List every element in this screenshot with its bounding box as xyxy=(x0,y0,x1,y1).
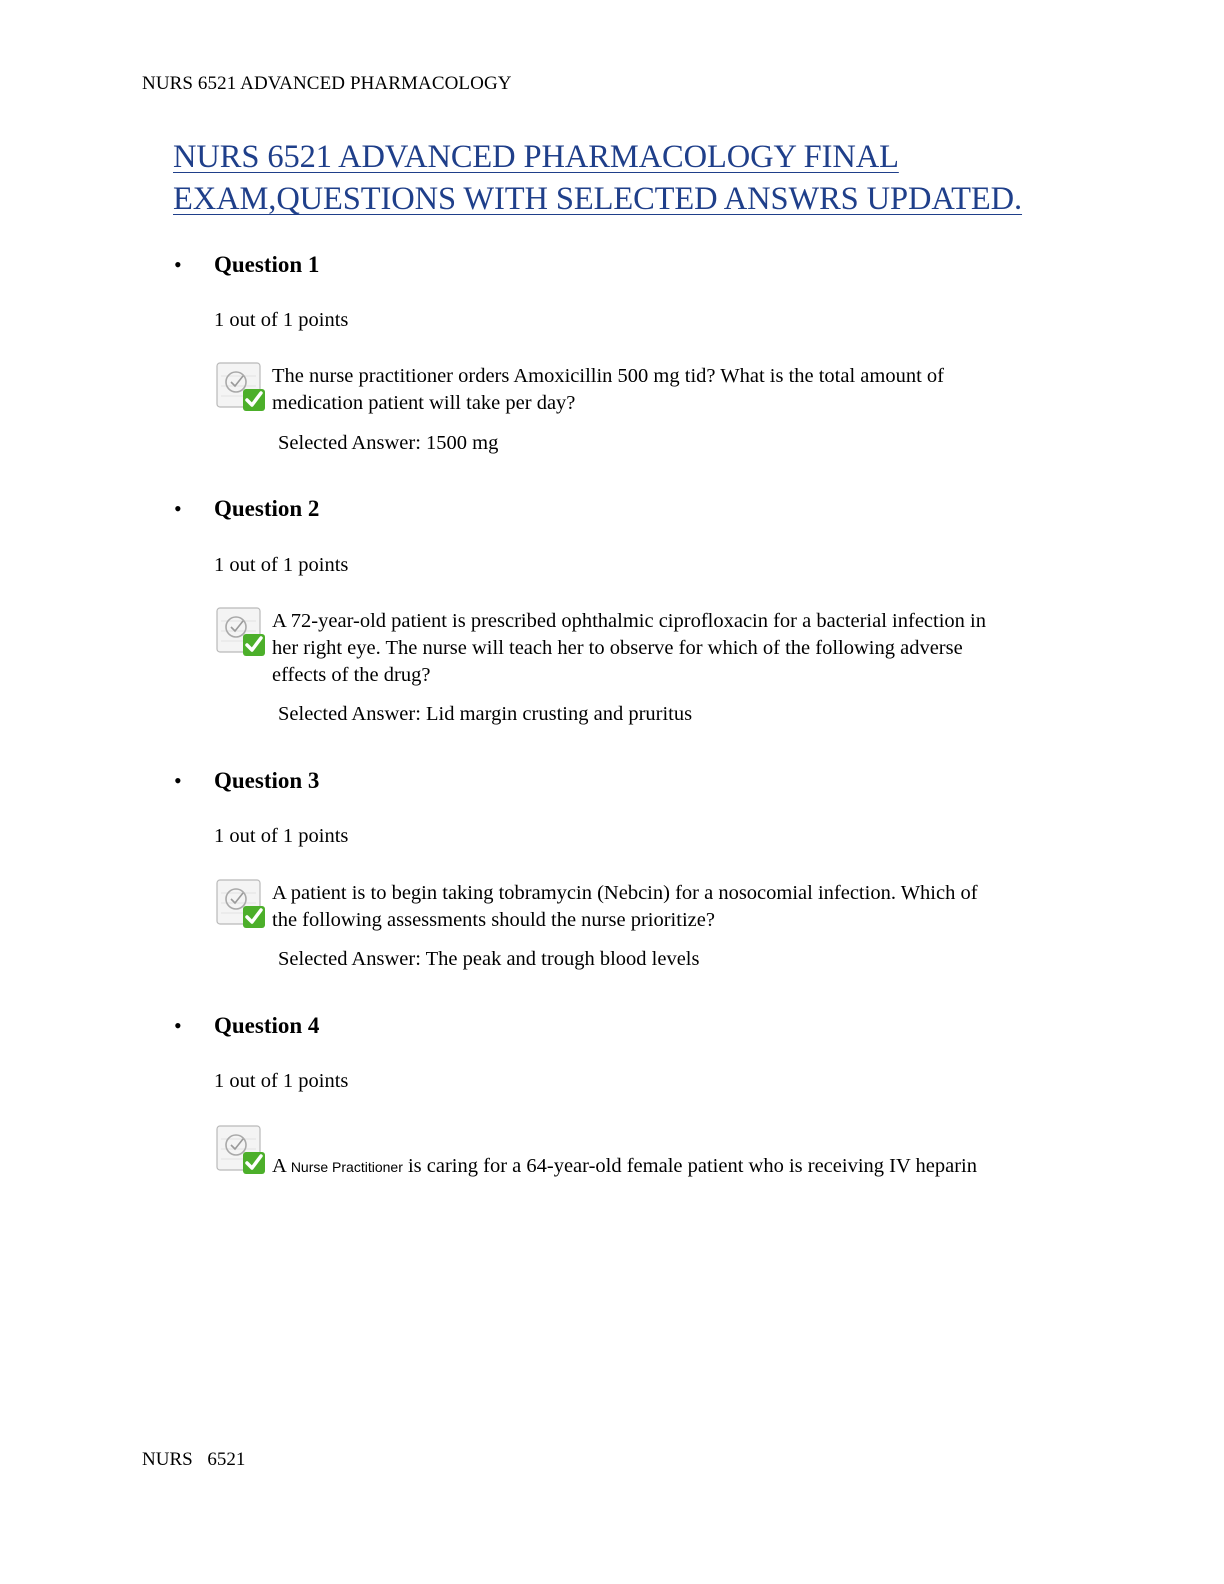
question-heading: Question 4 xyxy=(214,1013,320,1038)
question-heading: Question 1 xyxy=(214,252,320,277)
question-points: 1 out of 1 points xyxy=(214,554,349,576)
question-points: 1 out of 1 points xyxy=(214,1070,349,1092)
correct-answer-check-icon xyxy=(216,879,266,929)
title-line-1: NURS 6521 ADVANCED PHARMACOLOGY FINAL xyxy=(173,139,899,175)
question-heading: Question 3 xyxy=(214,768,320,793)
question-text-line: the following assessments should the nurse prioritize? xyxy=(272,909,715,931)
question-text-line: effects of the drug? xyxy=(272,664,431,686)
question-text-small: Nurse Practitioner xyxy=(290,1159,403,1175)
bullet-icon: • xyxy=(174,252,182,277)
selected-answer: Selected Answer: The peak and trough blood levels xyxy=(278,948,700,970)
question-text-line: A 72-year-old patient is prescribed ophthalmic ciprofloxacin for a bacterial infection in xyxy=(272,610,986,632)
bullet-icon: • xyxy=(174,496,182,521)
selected-answer: Selected Answer: 1500 mg xyxy=(278,432,499,454)
question-text-line: The nurse practitioner orders Amoxicillin 500 mg tid? What is the total amount of xyxy=(272,365,944,387)
question-text-pre: A xyxy=(272,1155,291,1177)
title-line-2: EXAM,QUESTIONS WITH SELECTED ANSWRS UPDATED. xyxy=(173,181,1023,217)
question-text-line: her right eye. The nurse will teach her to observe for which of the following adverse xyxy=(272,637,963,659)
bullet-icon: • xyxy=(174,1013,182,1038)
question-text-line: A patient is to begin taking tobramycin (Nebcin) for a nosocomial infection. Which of xyxy=(272,882,978,904)
question-text-line: medication patient will take per day? xyxy=(272,392,576,414)
question-points: 1 out of 1 points xyxy=(214,825,349,847)
running-header: NURS 6521 ADVANCED PHARMACOLOGY xyxy=(142,73,512,94)
correct-answer-check-icon xyxy=(216,362,266,412)
correct-answer-check-icon xyxy=(216,1125,266,1175)
correct-answer-check-icon xyxy=(216,607,266,657)
bullet-icon: • xyxy=(174,768,182,793)
running-footer: NURS 6521 xyxy=(142,1449,246,1470)
question-text-post: is caring for a 64-year-old female patient who is receiving IV heparin xyxy=(402,1155,977,1177)
question-points: 1 out of 1 points xyxy=(214,309,349,331)
question-text-line xyxy=(272,1153,977,1181)
question-heading: Question 2 xyxy=(214,496,320,521)
selected-answer: Selected Answer: Lid margin crusting and pruritus xyxy=(278,703,693,725)
